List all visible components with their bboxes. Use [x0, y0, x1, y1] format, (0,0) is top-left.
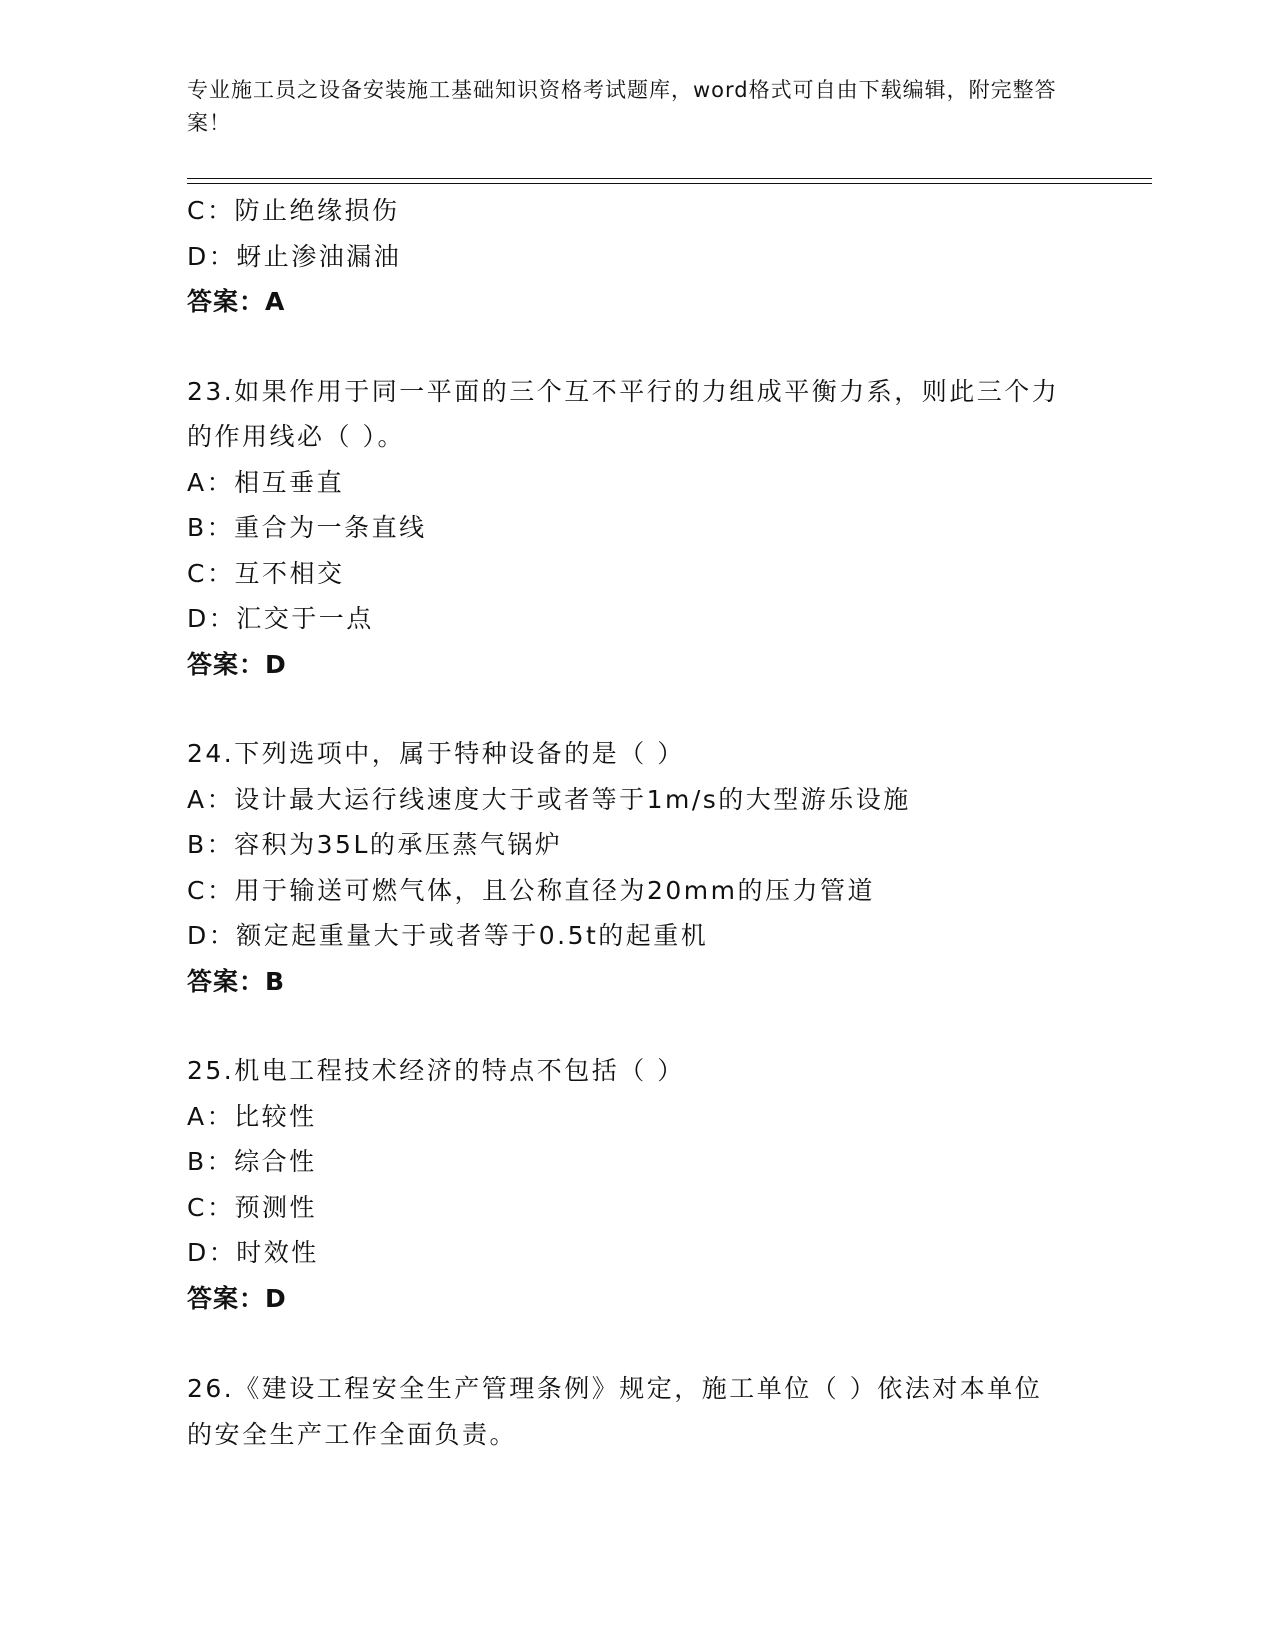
option-d: D：额定起重量大于或者等于0.5t的起重机 — [187, 921, 709, 950]
option-d: D：时效性 — [187, 1238, 319, 1267]
option-d: D：蚜止渗油漏油 — [187, 241, 402, 271]
question-25 — [187, 1048, 1087, 1321]
option-c: C：防止绝缘损伤 — [187, 196, 400, 225]
question-stem: 23.如果作用于同一平面的三个互不平行的力组成平衡力系，则此三个力的作用线必（ ）。 — [187, 376, 1060, 451]
question-stem: 25.机电工程技术经济的特点不包括（ ） — [187, 1056, 685, 1085]
question-23 — [187, 369, 1087, 688]
option-c: C：用于输送可燃气体，且公称直径为20mm的压力管道 — [187, 875, 875, 905]
option-c: C：预测性 — [187, 1192, 317, 1222]
option-a: A：相互垂直 — [187, 467, 345, 497]
spacer — [187, 1004, 1087, 1048]
answer: 答案：D — [187, 1283, 287, 1313]
question-26 — [187, 1366, 1087, 1457]
question-stem: 24.下列选项中，属于特种设备的是（ ） — [187, 739, 685, 768]
question-stem: 26.《建设工程安全生产管理条例》规定，施工单位（ ）依法对本单位的安全生产工作全面负责。 — [187, 1374, 1043, 1449]
option-b: B：综合性 — [187, 1147, 317, 1176]
answer: 答案：A — [187, 287, 286, 316]
answer: 答案：D — [187, 649, 287, 679]
answer: 答案：B — [187, 966, 286, 996]
spacer — [187, 1321, 1087, 1366]
option-d: D：汇交于一点 — [187, 604, 374, 633]
document-header: 专业施工员之设备安装施工基础知识资格考试题库，word格式可自由下载编辑，附完整答案！ — [187, 78, 1057, 135]
question-24 — [187, 731, 1087, 1004]
option-a: A：比较性 — [187, 1101, 317, 1131]
header-rule-top — [187, 178, 1152, 179]
option-b: B：重合为一条直线 — [187, 513, 427, 542]
question-list — [187, 188, 1087, 1457]
option-a: A：设计最大运行线速度大于或者等于1m/s的大型游乐设施 — [187, 784, 911, 814]
header-rule-bottom — [187, 183, 1152, 184]
spacer — [187, 325, 1087, 369]
question-22-remainder — [187, 188, 1087, 325]
option-c: C：互不相交 — [187, 558, 345, 588]
option-b: B：容积为35L的承压蒸气锅炉 — [187, 830, 563, 859]
spacer — [187, 687, 1087, 731]
